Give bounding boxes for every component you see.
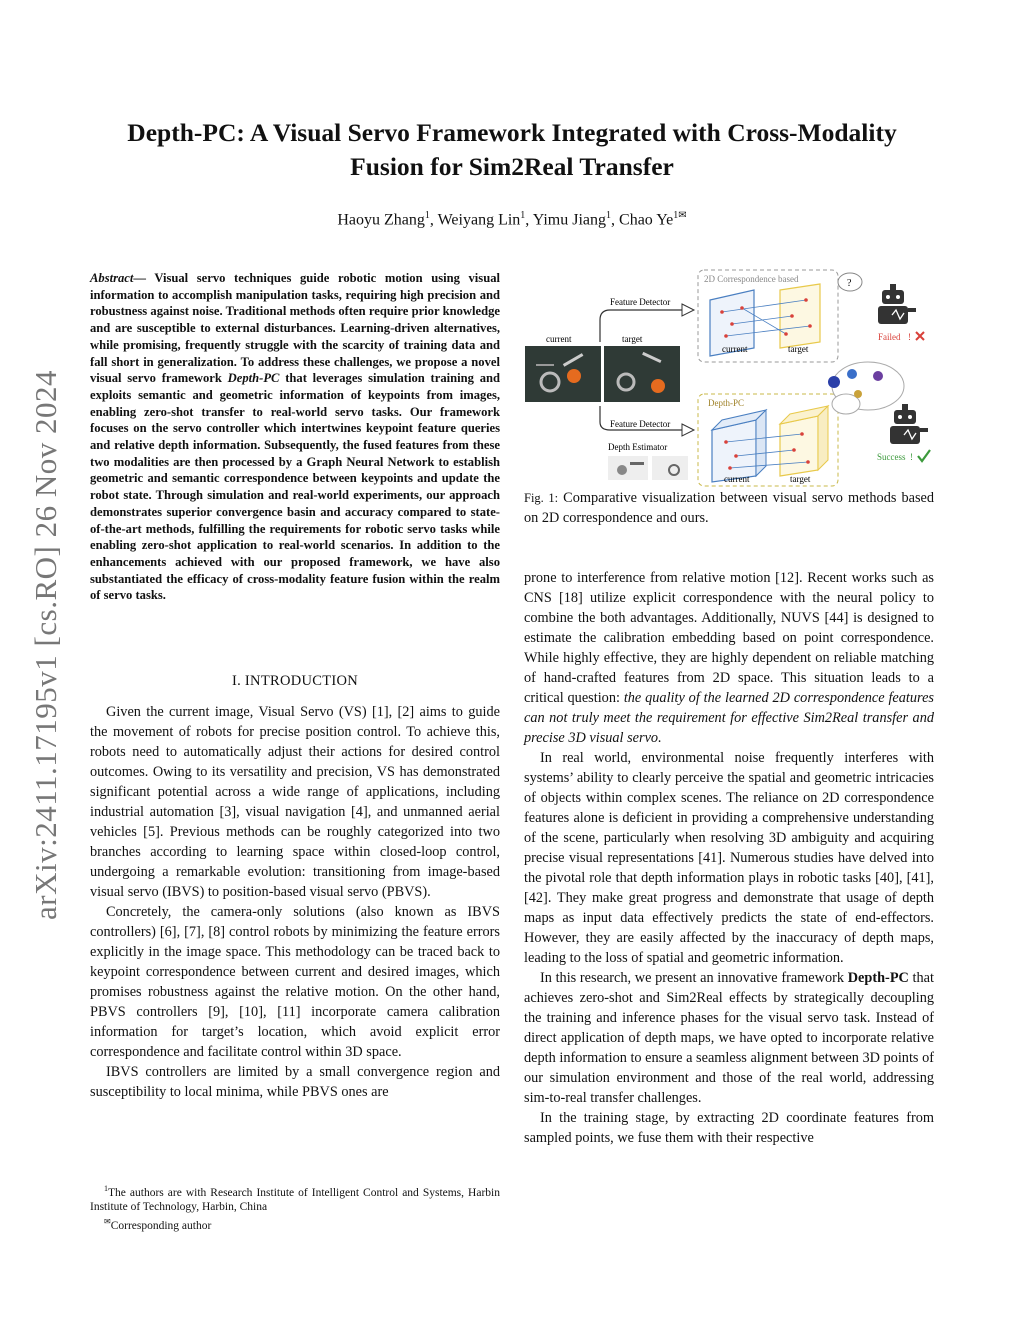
label-current-image: current bbox=[546, 334, 572, 344]
success-exclaim-icon: ! bbox=[910, 452, 913, 462]
body-text: prone to interference from relative motion [12]. Recent works such as CNS [18] utilize explicit correspondence with the neural policy to combine the both advantages. Additionally, NUVS [44] is designed to estimate the calibration embedding based on point correspondence. While highly effective, they are highly dependent on reliable matching of hand-crafted features from 2D space. This situation leads to a critical question: bbox=[524, 570, 934, 706]
label-failed: Failed bbox=[878, 332, 901, 342]
intro-paragraph: Concretely, the camera-only solutions (also known as IBVS controllers) [6], [7], [8] control robots by minimizing the feature errors explicitly in the image space. This methodology can be traced back to keypoint correspondence between current and desired images, which promises robustness against the relative motion. On the other hand, PBVS controllers [9], [10], [11] incorporate camera calibration information for target’s location, which avoid explicit error correspondence and facilitate control within 3D space. bbox=[90, 904, 500, 1060]
caption-label: Fig. 1: bbox=[524, 491, 559, 505]
question-mark: ? bbox=[847, 278, 852, 289]
body-text: In this research, we present an innovative framework bbox=[540, 970, 848, 986]
abstract bbox=[90, 270, 500, 604]
author-name: Haoyu Zhang bbox=[337, 211, 425, 229]
author-name: Weiyang Lin bbox=[437, 211, 521, 229]
label-success: Success bbox=[877, 452, 906, 462]
footnote-text: The authors are with Research Institute of Intelligent Control and Systems, Harbin Institute of Technology, Harbin, China bbox=[90, 1186, 500, 1214]
abstract-text-part1: — Visual servo techniques guide robotic motion using visual information to accomplish manipulation tasks, requiring high precision and robustness against noise. Traditional methods often require prior knowledge and are susceptible to external disturbances. Learning-driven alternatives, while promising, frequently struggle with the scarcity of training data and fall short in generalization. To address these challenges, we propose a novel visual servo framework bbox=[90, 271, 500, 386]
footnote-affiliation bbox=[90, 1182, 500, 1215]
intro-column bbox=[90, 702, 500, 1102]
thought-cloud bbox=[828, 362, 904, 414]
arrow-lower-head bbox=[682, 424, 694, 436]
label-feature-detector-upper: Feature Detector bbox=[610, 297, 671, 307]
label-target-depth: target bbox=[790, 474, 811, 484]
footnote-corresponding bbox=[90, 1215, 500, 1233]
figure-caption bbox=[524, 488, 934, 528]
failed-exclaim-icon: ! bbox=[908, 332, 911, 342]
body-text: that achieves zero-shot and Sim2Real effects by strategically decoupling the training and inference phases for the visual servo task. Instead of direct application of depth maps, we have opted to incorporate relative depth information to ensure a seamless alignment between 3D points of our simulation environment and those of the real world, addressing sim-to-real transfer challenges. bbox=[524, 970, 934, 1106]
body-paragraph: In real world, environmental noise frequently interferes with systems’ ability to clearly perceive the spatial and geometric intricacies of objects within complex scenes. The reliance on 2D correspondence features alone is deficient in providing a comprehensive understanding of the scene, particularly when resolving 3D ambiguity and acquiring precise visual representations [41]. Numerous studies have delved into the pivotal role that depth information plays in robotic tasks [40], [41], [42]. They make great progress and demonstrate that usage of depth maps as input data effectively predicts the state of end-effectors. However, they are easily affected by the inaccuracy of depth maps, leading to the loss of spatial and geometric information. bbox=[524, 750, 934, 966]
author-list: Haoyu Zhang$^1$, Weiyang Lin$^1$, Yimu Jiang$^1$, Chao $Ye^{1✉}$ bbox=[337, 210, 687, 229]
arrow-upper-head bbox=[682, 304, 694, 316]
abstract-label: Abstract bbox=[90, 271, 134, 285]
body-text-italic: the quality of the learned 2D correspondence features can not truly meet the requirement for effective Sim2Real transfer and precise 3D visual servo. bbox=[524, 690, 934, 746]
label-current-2d: current bbox=[722, 344, 748, 354]
author-name: Chao Ye bbox=[619, 211, 674, 229]
abstract-text-part2: that leverages simulation training and exploits semantic and geometric information of keypoints from images, enabling zero-shot transfer to real-world servo tasks. Our framework focuses on the servo controller which intertwines keypoint feature queries and relative depth information. Subsequently, the fused features from these two modalities are then processed by a Graph Neural Network to establish geometric and semantic correspondence between keypoints and update the robot state. Through simulation and real-world experiments, our approach demonstrates superior convergence basin and accuracy compared to state-of-the-art methods, fulfilling the requirements for robotic servo tasks while enabling zero-shot application to real-world scenarios. In addition to the enhancements achieved with our proposed framework, we have also substantiated the efficacy of cross-modality feature fusion within the realm of servo tasks. bbox=[90, 371, 500, 603]
method-name: Depth-PC bbox=[847, 970, 909, 986]
body-paragraph bbox=[524, 968, 934, 1108]
image-target bbox=[604, 346, 680, 402]
abstract-method-name: Depth-PC bbox=[227, 371, 280, 386]
label-current-depth: current bbox=[724, 474, 750, 484]
depth-estimator-thumbnails bbox=[608, 456, 688, 480]
intro-paragraph: IBVS controllers are limited by a small convergence region and susceptibility to local minima, while PBVS ones are bbox=[90, 1064, 500, 1100]
arxiv-stamp-text: arXiv:2411.17195v1 [cs.RO] 26 Nov 2024 bbox=[28, 370, 63, 920]
image-current bbox=[525, 346, 601, 402]
robot-icon-failed bbox=[878, 284, 916, 324]
label-feature-detector-lower: Feature Detector bbox=[610, 419, 671, 429]
paper-title bbox=[80, 116, 944, 184]
arrow-upper bbox=[600, 310, 690, 342]
label-target-image: target bbox=[622, 334, 643, 344]
figure-1 bbox=[522, 264, 938, 490]
caption-text: Comparative visualization between visual servo methods based on 2D correspondence and ours. bbox=[524, 490, 935, 526]
author-name: Yimu Jiang bbox=[532, 211, 607, 229]
body-paragraph: In the training stage, by extracting 2D coordinate features from sampled points, we fuse them with their respective bbox=[524, 1110, 934, 1146]
footnote bbox=[90, 1182, 500, 1233]
label-depth-pc: Depth-PC bbox=[708, 398, 744, 408]
intro-paragraph: Given the current image, Visual Servo (VS) [1], [2] aims to guide the movement of robots for precise position control. To achieve this, robots need to automatically adjust their actions for desired control outcomes. Owing to its versatility and precision, VS has demonstrated significant potential across a wide range of applications, including industrial automation [3], visual navigation [4], and unmanned aerial vehicles [5]. Previous methods can be roughly categorized into two branches according to learning space within closed-loop control, undergoing a remarkable evolution: transitioning from image-based visual servo (IBVS) to position-based visual servo (PBVS). bbox=[90, 704, 500, 900]
robot-icon-success bbox=[890, 404, 928, 444]
title-line-2: Fusion for Sim2Real Transfer bbox=[350, 152, 674, 181]
plane-target-2d bbox=[780, 284, 820, 348]
author-affiliation: 1 bbox=[424, 210, 430, 221]
cube-target bbox=[780, 406, 828, 476]
section-heading: I. INTRODUCTION bbox=[231, 673, 359, 689]
arxiv-stamp bbox=[26, 345, 66, 945]
check-icon bbox=[918, 450, 930, 461]
author-affiliation: 1 bbox=[606, 210, 612, 221]
footnote-marker: ✉ bbox=[104, 1216, 111, 1226]
label-2d-correspondence: 2D Correspondence based bbox=[704, 274, 799, 284]
author-affiliation: 1 bbox=[520, 210, 526, 221]
footnote-text: Corresponding author bbox=[110, 1219, 212, 1232]
cube-current bbox=[712, 410, 766, 482]
right-column bbox=[524, 568, 934, 1148]
label-target-2d: target bbox=[788, 344, 809, 354]
body-paragraph bbox=[524, 568, 934, 748]
footnote-marker: 1 bbox=[104, 1184, 108, 1193]
label-depth-estimator: Depth Estimator bbox=[608, 442, 668, 452]
cross-icon bbox=[916, 332, 924, 340]
title-line-1: Depth-PC: A Visual Servo Framework Integrated with Cross-Modality bbox=[127, 118, 897, 147]
author-affiliation: 1✉ bbox=[673, 210, 687, 221]
